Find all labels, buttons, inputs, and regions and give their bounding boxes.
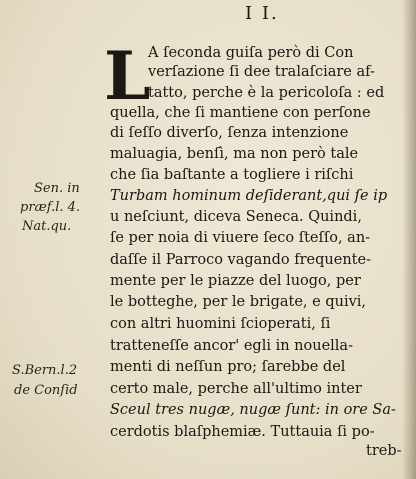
text-line: A ſeconda guiſa però di Con: [148, 45, 354, 61]
text-line: tratteneſſe ancor' egli in nouella-: [110, 338, 353, 354]
margin-note: Sen. in: [34, 181, 80, 196]
text-line: cerdotis blaſphemiæ. Tuttauia ſi po-: [110, 424, 375, 440]
drop-capital: L: [104, 37, 151, 115]
text-line: certo male, perche all'ultimo inter: [110, 381, 362, 397]
text-line-latin: Sceul tres nugæ, nugæ ſunt: in ore Sa-: [110, 402, 396, 418]
text-line: ſe per noia di viuere ſeco ſteſſo, an-: [110, 230, 371, 246]
text-line: maluagia, benſì, ma non però tale: [110, 146, 359, 162]
text-line: quella, che ſi mantiene con perſone: [110, 105, 371, 121]
text-line: u neſciunt, diceva Seneca. Quindi,: [110, 209, 362, 225]
margin-note: præf.l. 4.: [20, 200, 81, 215]
margin-note: S.Bern.l.2: [12, 363, 78, 378]
text-line: menti di neſſun pro; ſarebbe del: [110, 359, 346, 375]
text-line: che ſia baſtante a togliere i riſchi: [110, 167, 354, 183]
page-edge-shadow: [402, 0, 416, 479]
text-line: con altri huomini ſcioperati, ſi: [110, 316, 331, 332]
text-line: tatto, perche è la pericoloſa : ed: [148, 85, 385, 101]
catchword: treb-: [366, 443, 402, 459]
text-line: verſazione ſi dee tralaſciare af-: [148, 64, 375, 80]
margin-note: Nat.qu.: [22, 219, 72, 234]
text-line-latin: Turbam hominum deſiderant,qui ſe ip: [110, 188, 388, 204]
text-line: di ſeſſo diverſo, ſenza intenzione: [110, 125, 349, 141]
text-line: le botteghe, per le brigate, e quivi,: [110, 294, 367, 310]
margin-note: de Conſid: [14, 383, 78, 398]
page-number: I I.: [245, 3, 279, 24]
text-line: mente per le piazze del luogo, per: [110, 273, 361, 289]
text-line: daſſe il Parroco vagando frequente-: [110, 252, 371, 268]
